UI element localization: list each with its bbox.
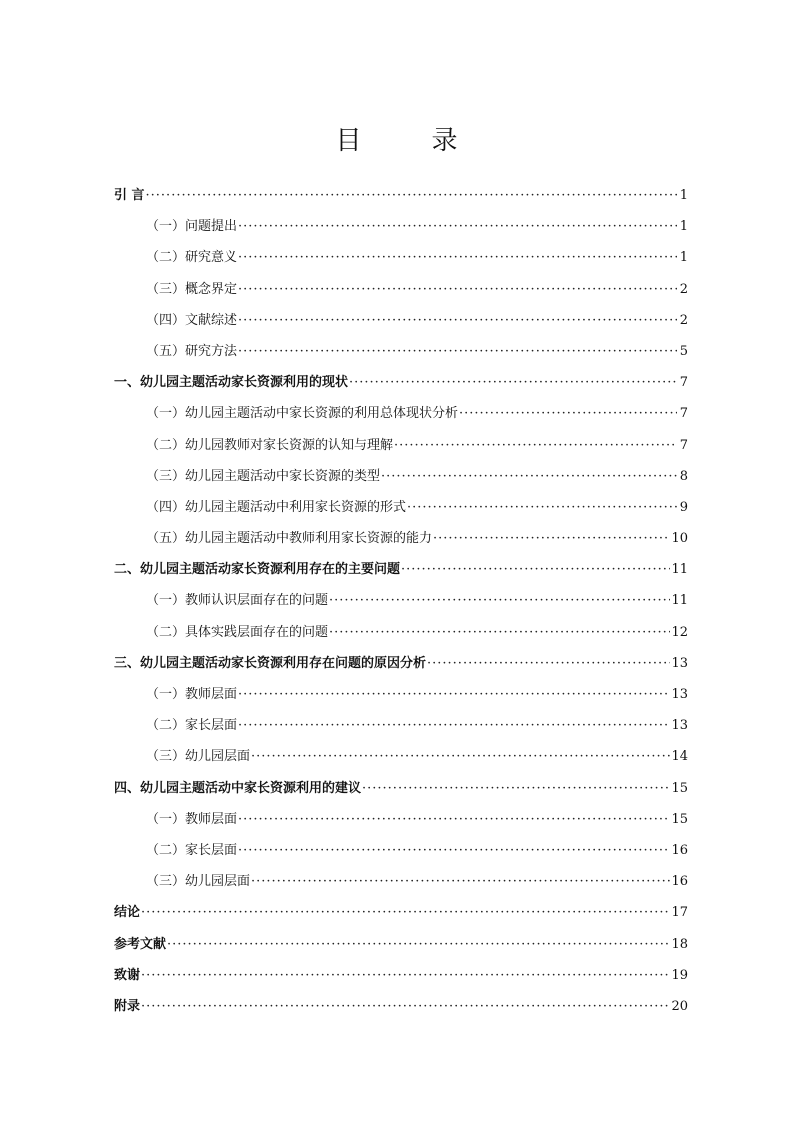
toc-entry-page-number: 10 — [671, 531, 688, 547]
toc-entry[interactable] — [114, 960, 688, 991]
toc-entry-title: 结论 — [114, 905, 141, 921]
toc-entry-title: （三）幼儿园主题活动中家长资源的类型 — [146, 468, 381, 484]
toc-entry[interactable] — [114, 929, 688, 960]
toc-entry[interactable] — [114, 773, 688, 804]
toc-entry-title: （一）幼儿园主题活动中家长资源的利用总体现状分析 — [146, 406, 459, 422]
toc-entry[interactable] — [114, 710, 688, 741]
toc-dot-leader — [394, 430, 677, 461]
toc-entry-page-number: 11 — [671, 562, 688, 578]
toc-entry-page-number: 11 — [671, 593, 688, 609]
toc-entry-title: （四）文献综述 — [146, 312, 238, 328]
toc-entry[interactable] — [114, 585, 688, 616]
toc-entry[interactable] — [114, 991, 688, 1022]
toc-dot-leader — [141, 960, 670, 991]
toc-entry-title: （三）幼儿园层面 — [146, 874, 251, 890]
toc-title: 目 录 — [335, 126, 480, 156]
toc-entry-page-number: 15 — [671, 811, 688, 827]
toc-entry-title: （五）幼儿园主题活动中教师利用家长资源的能力 — [146, 531, 433, 547]
toc-entry-title: 四、幼儿园主题活动中家长资源利用的建议 — [114, 780, 362, 796]
toc-dot-leader — [141, 991, 670, 1022]
toc-entry-title: （一）教师层面 — [146, 687, 238, 702]
toc-entry-page-number: 19 — [671, 967, 688, 983]
table-of-contents — [114, 180, 688, 1022]
toc-dot-leader — [238, 336, 677, 367]
toc-dot-leader — [238, 710, 670, 741]
toc-entry-page-number: 13 — [671, 718, 688, 734]
toc-dot-leader — [238, 305, 677, 336]
toc-entry[interactable] — [114, 211, 688, 242]
toc-dot-leader — [238, 679, 670, 710]
toc-entry-title: （四）幼儿园主题活动中利用家长资源的形式 — [146, 499, 407, 515]
toc-dot-leader — [381, 461, 677, 492]
toc-entry-title: （一）教师认识层面存在的问题 — [146, 593, 329, 609]
toc-entry[interactable] — [114, 523, 688, 554]
toc-entry-title: （二）幼儿园教师对家长资源的认知与理解 — [146, 437, 394, 453]
toc-entry-title: （三）概念界定 — [146, 281, 238, 297]
toc-entry-title: （二）家长层面 — [146, 842, 238, 858]
toc-dot-leader — [407, 492, 677, 523]
toc-dot-leader — [349, 367, 677, 398]
toc-entry[interactable] — [114, 835, 688, 866]
toc-dot-leader — [427, 648, 670, 679]
toc-entry[interactable] — [114, 242, 688, 273]
toc-entry-title: 一、幼儿园主题活动家长资源利用的现状 — [114, 375, 349, 391]
toc-entry-title: （一）教师层面 — [146, 811, 238, 827]
toc-entry-page-number: 20 — [671, 998, 688, 1014]
toc-entry[interactable] — [114, 461, 688, 492]
toc-entry-title: （五）研究方法 — [146, 343, 238, 359]
toc-entry-page-number: 15 — [671, 780, 688, 796]
toc-dot-leader — [141, 897, 670, 928]
toc-dot-leader — [238, 274, 677, 305]
toc-entry-page-number: 7 — [679, 375, 688, 391]
toc-entry[interactable] — [114, 897, 688, 928]
toc-entry-title: 附录 — [114, 998, 141, 1014]
toc-entry-page-number: 13 — [671, 655, 688, 671]
toc-entry-page-number: 2 — [679, 312, 688, 328]
toc-entry-title: （二）具体实践层面存在的问题 — [146, 624, 329, 640]
toc-entry[interactable] — [114, 274, 688, 305]
toc-entry-page-number: 18 — [671, 936, 688, 952]
toc-entry[interactable] — [114, 804, 688, 835]
toc-dot-leader — [238, 242, 677, 273]
toc-dot-leader — [362, 773, 670, 804]
toc-dot-leader — [238, 835, 670, 866]
toc-entry-page-number: 1 — [679, 188, 688, 203]
toc-entry[interactable] — [114, 679, 688, 710]
toc-entry[interactable] — [114, 367, 688, 398]
toc-entry-page-number: 12 — [671, 624, 688, 640]
toc-entry[interactable] — [114, 492, 688, 523]
toc-dot-leader — [329, 617, 670, 648]
toc-dot-leader — [251, 741, 670, 772]
toc-entry[interactable] — [114, 305, 688, 336]
toc-entry-page-number: 17 — [671, 905, 688, 921]
toc-entry-page-number: 13 — [671, 687, 688, 702]
toc-dot-leader — [329, 585, 670, 616]
toc-entry-title: 致谢 — [114, 967, 141, 983]
toc-entry-page-number: 7 — [679, 437, 688, 453]
toc-entry-page-number: 1 — [679, 219, 688, 235]
toc-entry-title: （二）研究意义 — [146, 250, 238, 266]
toc-entry[interactable] — [114, 617, 688, 648]
toc-entry[interactable] — [114, 554, 688, 585]
toc-entry-title: 引 言 — [114, 188, 145, 203]
toc-entry[interactable] — [114, 180, 688, 211]
toc-entry[interactable] — [114, 398, 688, 429]
toc-dot-leader — [238, 804, 670, 835]
toc-entry-page-number: 9 — [679, 499, 688, 515]
toc-entry-page-number: 8 — [679, 468, 688, 484]
toc-dot-leader — [251, 866, 670, 897]
toc-entry-page-number: 7 — [679, 406, 688, 422]
toc-entry[interactable] — [114, 430, 688, 461]
toc-entry-page-number: 16 — [671, 842, 688, 858]
toc-entry[interactable] — [114, 648, 688, 679]
toc-dot-leader — [146, 180, 677, 211]
toc-dot-leader — [238, 211, 677, 242]
toc-dot-leader — [433, 523, 670, 554]
toc-dot-leader — [459, 398, 677, 429]
toc-entry-title: 二、幼儿园主题活动家长资源利用存在的主要问题 — [114, 562, 401, 578]
toc-dot-leader — [401, 554, 670, 585]
toc-entry-title: （二）家长层面 — [146, 718, 238, 734]
toc-entry-page-number: 16 — [671, 874, 688, 890]
toc-entry-page-number: 14 — [671, 749, 688, 765]
toc-entry-title: 参考文献 — [114, 936, 167, 952]
toc-entry-page-number: 1 — [679, 250, 688, 266]
toc-entry-title: （三）幼儿园层面 — [146, 749, 251, 765]
toc-entry-title: （一）问题提出 — [146, 219, 238, 235]
toc-entry-page-number: 5 — [679, 343, 688, 359]
toc-entry[interactable] — [114, 741, 688, 772]
toc-entry-page-number: 2 — [679, 281, 688, 297]
toc-dot-leader — [167, 929, 670, 960]
toc-entry[interactable] — [114, 866, 688, 897]
toc-entry-title: 三、幼儿园主题活动家长资源利用存在问题的原因分析 — [114, 655, 427, 671]
toc-entry[interactable] — [114, 336, 688, 367]
